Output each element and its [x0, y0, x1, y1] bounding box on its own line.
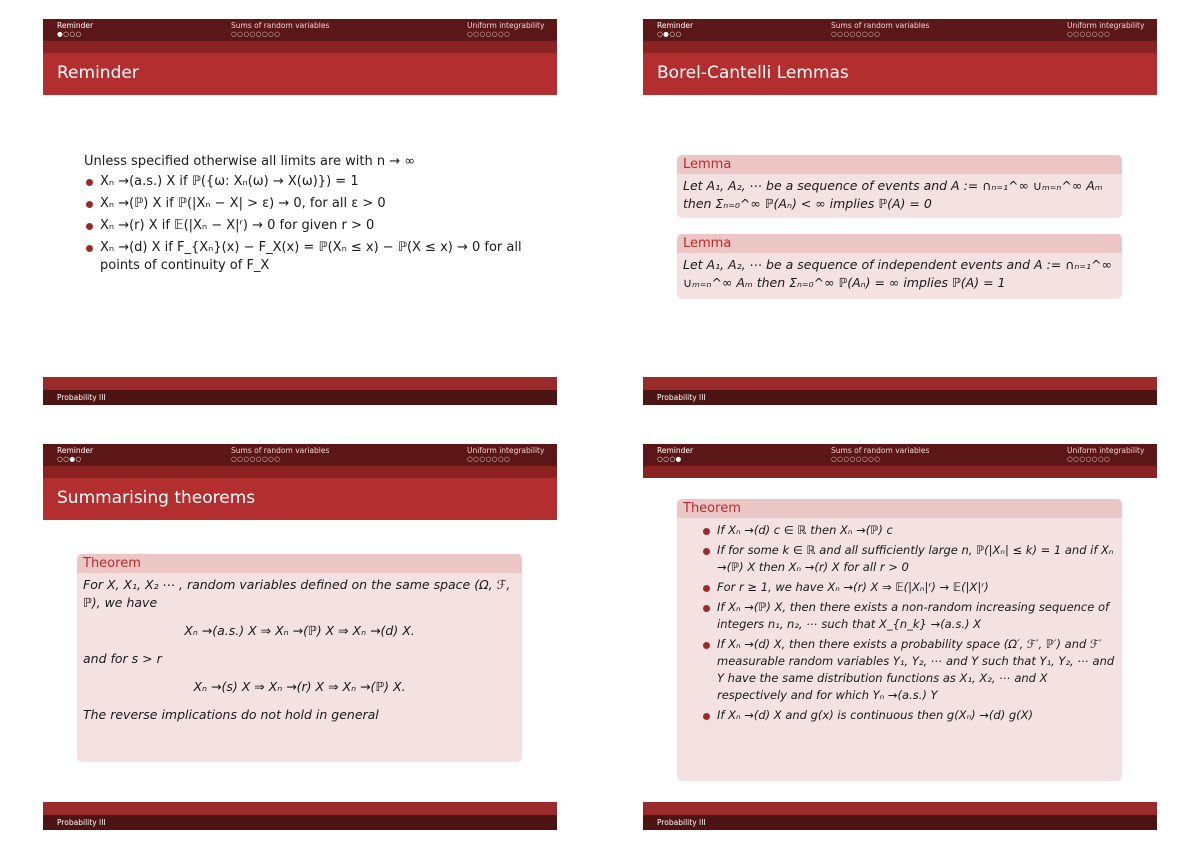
- list-item: Xₙ →(ℙ) X if ℙ(|Xₙ − X| > ε) → 0, for all ε > 0: [84, 195, 544, 213]
- title-bar: [643, 476, 1157, 478]
- list-item: If for some k ∈ ℝ and all sufficiently large n, ℙ(|Xₙ| ≤ k) = 1 and if Xₙ →(ℙ) X then Xₙ →(r) X for all r > 0: [701, 542, 1116, 576]
- theorem-block: [77, 554, 522, 762]
- footer-label: Probability III: [57, 818, 106, 827]
- theorem-equation: Xₙ →(s) X ⇒ Xₙ →(r) X ⇒ Xₙ →(ℙ) X.: [193, 679, 406, 694]
- nav-bar: [43, 19, 557, 41]
- footer: [643, 815, 1157, 830]
- nav-section-uniform[interactable]: Uniform integrability ○○○○○○○: [467, 21, 545, 38]
- intro-text: Unless specified otherwise all limits are with n → ∞: [84, 154, 416, 169]
- footer-label: Probability III: [657, 393, 706, 402]
- list-item: For r ≥ 1, we have Xₙ →(r) X ⇒ 𝔼(|Xₙ|ʳ) → 𝔼(|X|ʳ): [701, 579, 1116, 596]
- slide-borel-cantelli: [643, 19, 1157, 405]
- lemma-heading: Lemma: [677, 234, 1122, 253]
- nav-section-reminder[interactable]: Reminder ○●○○: [657, 21, 694, 38]
- lemma-text: Let A₁, A₂, ⋯ be a sequence of independent events and A := ∩ₙ₌₁^∞ ∪ₘ₌ₙ^∞ Aₘ then Σₙ₌₀^∞ ℙ(Aₙ) = ∞ implies ℙ(A) = 1: [683, 257, 1112, 290]
- lemma-block: [677, 155, 1122, 218]
- nav-section-sums[interactable]: Sums of random variables ○○○○○○○○: [831, 21, 930, 38]
- footer-band: [643, 802, 1157, 815]
- nav-section-uniform[interactable]: Uniform integrability ○○○○○○○: [467, 446, 545, 463]
- list-item: Xₙ →(d) X if F_{Xₙ}(x) − F_X(x) = ℙ(Xₙ ≤ x) − ℙ(X ≤ x) → 0 for all points of continuity of F_X: [84, 239, 544, 275]
- theorem-heading: Theorem: [77, 554, 522, 573]
- nav-bar: [43, 444, 557, 466]
- list-item: Xₙ →(a.s.) X if ℙ({ω: Xₙ(ω) → X(ω)}) = 1: [84, 173, 544, 191]
- title-bar: [43, 478, 557, 520]
- nav-section-sums[interactable]: Sums of random variables ○○○○○○○○: [831, 446, 930, 463]
- list-item: If Xₙ →(d) X and g(x) is continuous then g(Xₙ) →(d) g(X): [701, 707, 1116, 724]
- slide-theorem: [643, 444, 1157, 830]
- list-item: Xₙ →(r) X if 𝔼(|Xₙ − X|ʳ) → 0 for given r > 0: [84, 217, 544, 235]
- theorem-block: [677, 499, 1122, 781]
- nav-section-sums[interactable]: Sums of random variables ○○○○○○○○: [231, 446, 330, 463]
- slide-summarising: [43, 444, 557, 830]
- footer-label: Probability III: [57, 393, 106, 402]
- slide-title: Summarising theorems: [57, 488, 256, 508]
- footer-band: [643, 377, 1157, 390]
- header-band: [43, 466, 557, 478]
- list-item: If Xₙ →(d) X, then there exists a probability space (Ω′, ℱ′, ℙ′) and ℱ′ measurable random variables Y₁, Y₂, ⋯ and Y such that Y₁, Y₂, ⋯ and Y have the same distribution functions as X₁, X₂, ⋯ and X respectively and for which Yₙ →(a.s.) Y: [701, 636, 1116, 704]
- theorem-text: For X, X₁, X₂ ⋯ , random variables defined on the same space (Ω, ℱ, ℙ), we have: [83, 577, 511, 610]
- footer-label: Probability III: [657, 818, 706, 827]
- nav-bar: [643, 444, 1157, 466]
- footer: [643, 390, 1157, 405]
- lemma-text: Let A₁, A₂, ⋯ be a sequence of events and A := ∩ₙ₌₁^∞ ∪ₘ₌ₙ^∞ Aₘ then Σₙ₌₀^∞ ℙ(Aₙ) < ∞ implies ℙ(A) = 0: [683, 178, 1103, 211]
- footer: [43, 815, 557, 830]
- slide-body: [84, 153, 544, 275]
- nav-section-reminder[interactable]: Reminder ●○○○: [57, 21, 94, 38]
- nav-bar: [643, 19, 1157, 41]
- nav-section-reminder[interactable]: Reminder ○○●○: [57, 446, 94, 463]
- lemma-heading: Lemma: [677, 155, 1122, 174]
- header-band: [643, 41, 1157, 53]
- slide-title: Reminder: [57, 63, 139, 83]
- header-band: [43, 41, 557, 53]
- list-item: If Xₙ →(ℙ) X, then there exists a non-random increasing sequence of integers n₁, n₂, ⋯ such that X_{n_k} →(a.s.) X: [701, 599, 1116, 633]
- footer-band: [43, 802, 557, 815]
- nav-section-reminder[interactable]: Reminder ○○○●: [657, 446, 694, 463]
- theorem-text: The reverse implications do not hold in general: [83, 707, 379, 722]
- footer-band: [43, 377, 557, 390]
- theorem-heading: Theorem: [677, 499, 1122, 518]
- title-bar: [43, 53, 557, 95]
- slide-title: Borel-Cantelli Lemmas: [657, 63, 849, 83]
- header-band: [643, 466, 1157, 476]
- title-bar: [643, 53, 1157, 95]
- footer: [43, 390, 557, 405]
- theorem-equation: Xₙ →(a.s.) X ⇒ Xₙ →(ℙ) X ⇒ Xₙ →(d) X.: [184, 623, 415, 638]
- list-item: If Xₙ →(d) c ∈ ℝ then Xₙ →(ℙ) c: [701, 522, 1116, 539]
- nav-section-uniform[interactable]: Uniform integrability ○○○○○○○: [1067, 446, 1145, 463]
- lemma-block: [677, 234, 1122, 299]
- slide-reminder: [43, 19, 557, 405]
- nav-section-uniform[interactable]: Uniform integrability ○○○○○○○: [1067, 21, 1145, 38]
- nav-section-sums[interactable]: Sums of random variables ○○○○○○○○: [231, 21, 330, 38]
- theorem-text: and for s > r: [83, 651, 162, 666]
